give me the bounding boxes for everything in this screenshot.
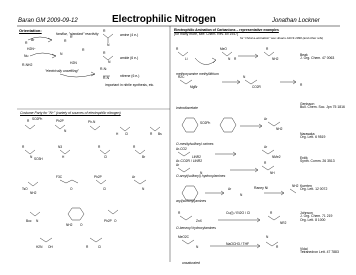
- svg-text:Cl: Cl: [104, 155, 108, 159]
- svg-text:R: R: [300, 83, 303, 87]
- svg-text:NH2: NH2: [292, 184, 299, 188]
- svg-text:Br: Br: [31, 38, 35, 42]
- example-reagent-11: NaOCH3 / THF: [226, 242, 250, 246]
- example-reagent-1: methoxyamine methyllithium: [176, 72, 219, 76]
- svg-text:Ar: Ar: [176, 163, 180, 167]
- svg-text:N: N: [200, 171, 203, 175]
- example-ref-1: Beak J. Org. Chem. 47 0063: [300, 53, 335, 61]
- svg-text:CO2R: CO2R: [252, 85, 261, 89]
- svg-text:R: R: [103, 51, 106, 55]
- orientation-heading: Orientation:: [19, 28, 42, 33]
- svg-text:R: R: [266, 47, 269, 51]
- unsettling-note: "electrically unsettling": [45, 69, 79, 73]
- svg-text:N: N: [30, 155, 33, 159]
- important-note: important in nitrile synthesis, etc.: [105, 83, 155, 87]
- example-reagent-8: aryl(sulfonyl)amines: [176, 199, 207, 203]
- svg-text:O: O: [70, 187, 73, 191]
- svg-text:MeO: MeO: [220, 47, 227, 51]
- svg-text:R-N: R-N: [103, 76, 110, 80]
- right-subheading: (for many more, see: Chem. Rev. 89 1947): [174, 32, 239, 36]
- svg-text:R: R: [25, 41, 28, 45]
- svg-text:N: N: [107, 43, 110, 47]
- svg-text:R: R: [64, 39, 67, 43]
- h2n-mid: H2N: [70, 61, 77, 65]
- nh2-left: R-NH2: [22, 63, 33, 67]
- example-reagent-4: O-mesitylsulfonyl oximes: [176, 142, 214, 146]
- svg-text:NH: NH: [270, 171, 275, 175]
- svg-text:O: O: [80, 223, 83, 227]
- final-label: unsaturated: [182, 261, 200, 265]
- svg-text:R: R: [22, 145, 25, 149]
- svg-text:N: N: [266, 235, 269, 239]
- svg-text:Ar-CO2: Ar-CO2: [176, 147, 187, 151]
- svg-text:R: R: [178, 211, 181, 215]
- svg-text:MgBr: MgBr: [190, 85, 198, 89]
- svg-text:R: R: [133, 145, 136, 149]
- svg-text:Ar: Ar: [132, 175, 136, 179]
- cast-heading: Costume Party for "N+" (variety of sources of electrophilic nitrogen): [20, 111, 121, 115]
- amine-label: amine (4 e-): [120, 33, 139, 37]
- svg-text:Br: Br: [142, 155, 146, 159]
- svg-text:N: N: [60, 52, 63, 56]
- svg-text:Ph2P: Ph2P: [56, 119, 64, 123]
- right-subheading-right: for "chiral a-amination" see: Evans JACS 1990 (and other refs): [240, 36, 324, 40]
- svg-text:NH2: NH2: [30, 191, 37, 195]
- svg-text:Ph2P: Ph2P: [94, 175, 102, 179]
- svg-text:R: R: [103, 29, 106, 33]
- svg-text:N: N: [243, 75, 246, 79]
- svg-text:Boc: Boc: [26, 219, 32, 223]
- svg-text:NH2: NH2: [272, 57, 279, 61]
- svg-text:N: N: [64, 129, 67, 133]
- svg-text:R: R: [234, 57, 237, 61]
- example-reagent-7: Raney Ni: [254, 186, 268, 190]
- svg-text:N: N: [228, 57, 231, 61]
- header-left: Baran GM 2009-09-12: [18, 18, 78, 24]
- svg-text:NMe2: NMe2: [272, 155, 281, 159]
- example-reagent-3: iminodiacetate: [176, 106, 198, 110]
- svg-text:N: N: [196, 245, 199, 249]
- svg-text:NH2: NH2: [66, 223, 73, 227]
- svg-text:Ar: Ar: [264, 117, 268, 121]
- svg-text:N3: N3: [58, 145, 63, 149]
- svg-text:R: R: [98, 145, 101, 149]
- svg-text:Cl: Cl: [103, 187, 107, 191]
- svg-text:NH2: NH2: [276, 127, 283, 131]
- nitrene-label: nitrene (6 e-): [120, 74, 140, 78]
- orientation-note: familiar, "standard" reactivity: [56, 32, 99, 36]
- svg-text:Bs: Bs: [158, 132, 162, 136]
- example-ref-7: Kuerten Org. Lett. 12 0072: [300, 184, 328, 192]
- example-reagent-6: O-aroyl(sulfonyl) hydroxylamines: [176, 174, 226, 178]
- svg-text:N: N: [142, 187, 145, 191]
- svg-text:H: H: [62, 155, 65, 159]
- svg-text:SO2Ph: SO2Ph: [200, 121, 211, 125]
- svg-text:Ar: Ar: [264, 145, 268, 149]
- svg-text:Li: Li: [185, 57, 188, 61]
- svg-text:R: R: [276, 245, 279, 249]
- svg-text:TsO: TsO: [22, 187, 28, 191]
- page-title: Electrophilic Nitrogen: [112, 14, 216, 25]
- example-reagent-10: O-benzoyl hydroxylamines: [176, 226, 216, 230]
- svg-text:LiNR2: LiNR2: [192, 155, 201, 159]
- svg-text:N: N: [240, 193, 243, 197]
- svg-text:MeO2C: MeO2C: [178, 235, 189, 239]
- svg-text:Cl: Cl: [98, 245, 102, 249]
- svg-text:SO2Ph: SO2Ph: [32, 117, 43, 121]
- svg-text:NR2: NR2: [280, 221, 287, 225]
- svg-text:R: R: [264, 161, 267, 165]
- svg-text:OH: OH: [48, 245, 53, 249]
- svg-text:R: R: [270, 211, 273, 215]
- svg-text:H2N: H2N: [36, 245, 43, 249]
- right-heading: Electrophilic Amination of Carbanions – representative examples: [174, 28, 279, 32]
- svg-text:SO3H: SO3H: [34, 157, 43, 161]
- amide-label: amide (6 e-): [120, 56, 139, 60]
- svg-text:N: N: [36, 219, 39, 223]
- svg-text:Ph-N: Ph-N: [88, 120, 96, 124]
- example-ref-12: Vidal Tetrahedron Lett. 47 7883: [300, 247, 339, 255]
- svg-text:Cl: Cl: [125, 132, 129, 136]
- svg-text:Ar: Ar: [228, 187, 232, 191]
- svg-text:R: R: [176, 47, 179, 51]
- example-ref-4: Narasaka Org. Lett. 6 9519: [300, 132, 326, 140]
- svg-text:N: N: [108, 60, 111, 64]
- example-ref-9: Johnson J. Org. Chem. 71 219 Org. Lett. 8 1000: [300, 211, 333, 222]
- example-ref-5: Erdik Synth. Comm. 26 3513: [300, 156, 335, 164]
- svg-text:Nu: Nu: [24, 54, 29, 58]
- svg-text:H: H: [116, 132, 119, 136]
- svg-text:R: R: [27, 119, 30, 123]
- h2n-label: H2N−: [27, 47, 36, 51]
- example-reagent-5: Ar-CO2R / LiNR2: [176, 159, 203, 163]
- svg-text:O: O: [114, 219, 117, 223]
- example-ref-3: Genisson Bull. Chem. Soc. Jpn 75 1816: [300, 102, 345, 110]
- svg-text:R': R': [70, 35, 74, 39]
- example-reagent-9: Cu(I) / Et2O / Cl: [226, 211, 251, 215]
- svg-text:F3C: F3C: [56, 175, 63, 179]
- svg-text:R: R: [86, 245, 89, 249]
- svg-text:R: R: [82, 48, 85, 52]
- svg-text:Ph2P: Ph2P: [104, 219, 112, 223]
- svg-text:R: R: [150, 132, 153, 136]
- svg-text:ZnX: ZnX: [196, 219, 202, 223]
- rn-label: R-N:: [100, 67, 107, 71]
- header-right: Jonathan Lockner: [272, 18, 320, 24]
- svg-text:R2C: R2C: [178, 75, 185, 79]
